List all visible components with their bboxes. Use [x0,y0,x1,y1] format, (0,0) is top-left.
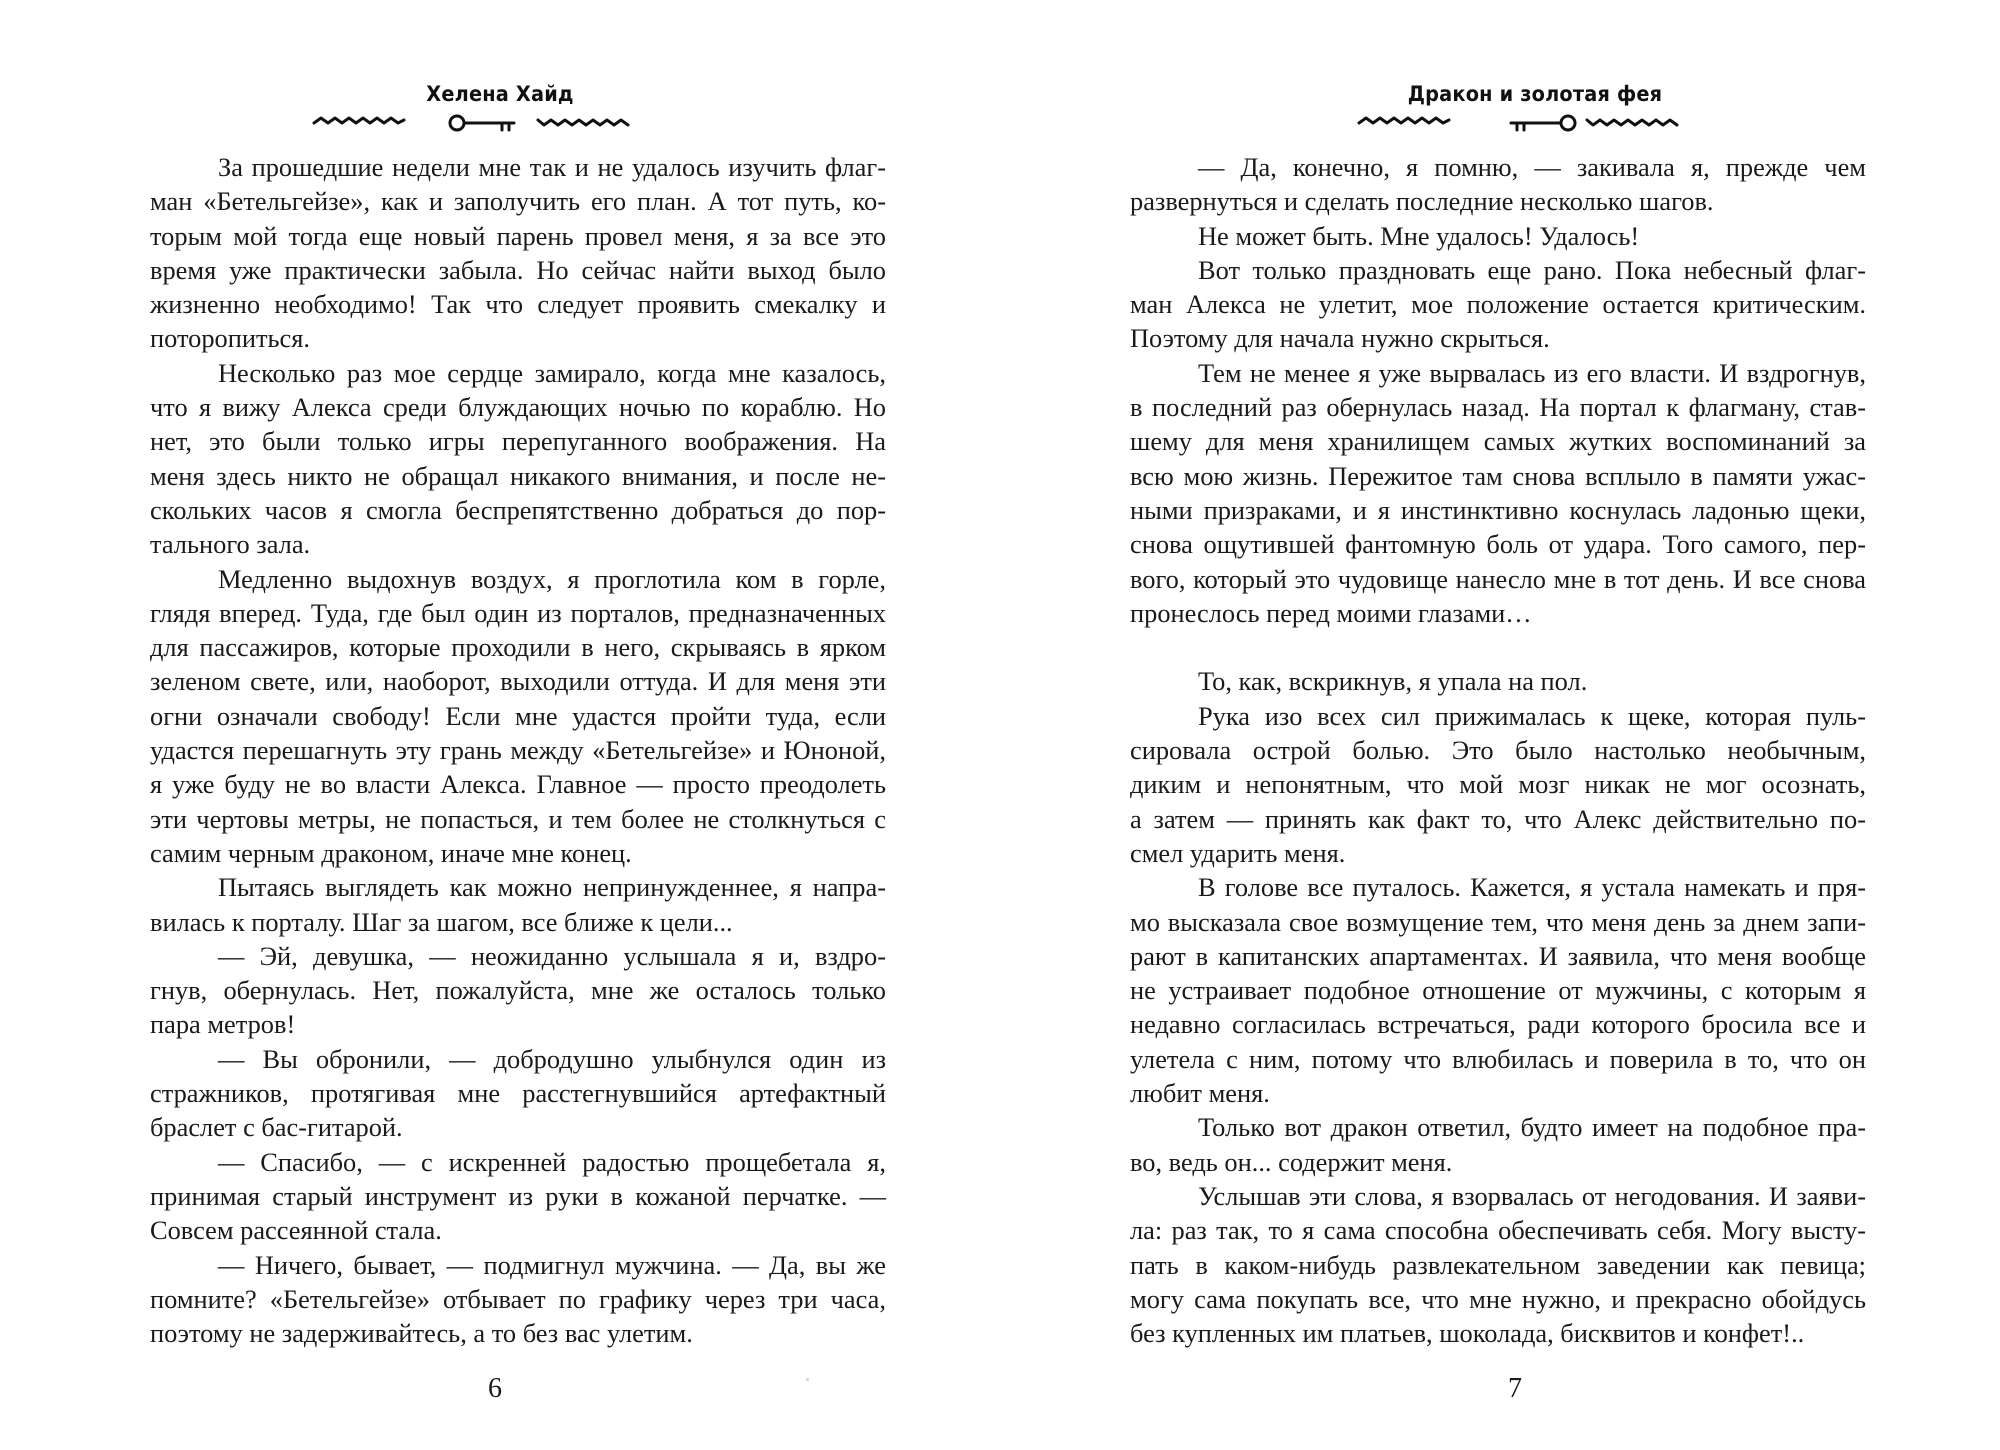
text-line: ман «Бетельгейзе», как и заполучить его план. А тот путь, ко- [150,186,886,217]
text-line: ными призраками, и я инстинктивно коснулась ладонью щеки, [1130,494,1866,525]
key-ornament-icon-mirrored [1355,112,1715,134]
text-line: пать в каком-нибудь развлекательном заведении как певица; [1130,1249,1866,1280]
text-line: вилась к порталу. Шаг за шагом, все ближе к цели... [150,906,733,937]
text-line: Медленно выдохнув воздух, я проглотила ком в горле, [218,563,886,594]
page-number: 7 [1508,1373,1522,1404]
text-line: недавно согласилась встречаться, ради которого бросила все и [1130,1009,1866,1040]
text-line: время уже практически забыла. Но сейчас найти выход было [150,254,886,285]
text-line: удастся перешагнуть эту грань между «Бетельгейзе» и Юноной, [150,735,886,766]
text-line: жизненно необходимо! Так что следует проявить смекалку и [150,289,886,320]
text-line: мо высказала свое возмущение тем, что меня день за днем запи- [1130,906,1866,937]
text-line: в последний раз обернулась назад. На портал к флагману, став- [1130,392,1866,423]
text-line: без купленных им платьев, шоколада, бисквитов и конфет!.. [1130,1318,1805,1349]
print-speck [806,1378,809,1381]
text-line: глядя вперед. Туда, где был один из порталов, предназначенных [150,597,886,628]
text-line: — Эй, девушка, — неожиданно услышала я и, вздро- [218,940,886,971]
text-line: во, ведь он... содержит меня. [1130,1146,1453,1177]
text-line: развернуться и сделать последние несколько шагов. [1130,186,1714,217]
text-line: пронеслось перед моими глазами… [1130,597,1532,628]
text-line: — Да, конечно, я помню, — закивала я, прежде чем [1198,152,1866,182]
text-line: гнув, обернулась. Нет, пожалуйста, мне же осталось только [150,975,886,1006]
text-line: Услышав эти слова, я взорвалась от негодования. И заяви- [1198,1180,1866,1211]
text-line: поторопиться. [150,323,311,354]
text-line: Рука изо всех сил прижималась к щеке, которая пуль- [1198,700,1866,731]
text-line: а затем — принять как факт то, что Алекс действительно по- [1130,803,1866,834]
text-line: меня здесь никто не обращал никакого внимания, и после не- [150,460,886,491]
text-line: ман Алекса не улетит, мое положение остается критическим. [1130,289,1866,320]
text-line: не устраивает подобное отношение от мужчины, с которым я [1130,975,1866,1006]
page-number: 6 [488,1373,502,1404]
text-line: диким и непонятным, что мой мозг никак не мог осознать, [1130,769,1866,800]
text-line: Несколько раз мое сердце замирало, когда мне казалось, [218,357,886,388]
text-line: огни означали свободу! Если мне удастся пройти туда, если [150,700,886,731]
text-line: принимая старый инструмент из руки в кожаной перчатке. — [150,1180,886,1211]
text-line: — Вы обронили, — добродушно улыбнулся один из [218,1043,886,1074]
text-line: рают в капитанских апартаментах. И заявила, что меня вообще [1130,940,1866,971]
section-break [1130,630,1866,664]
text-line: для пассажиров, которые проходили в него, скрываясь в ярком [150,632,886,663]
text-line: помните? «Бетельгейзе» отбывает по графику через три часа, [150,1283,886,1314]
running-head-author: Хелена Хайд [426,82,574,106]
text-line: смел ударить меня. [1130,837,1346,868]
text-line: Вот только праздновать еще рано. Пока небесный флаг- [1198,254,1866,285]
text-line: шему для меня хранилищем самых жутких воспоминаний за [1130,426,1866,457]
text-line: всю мою жизнь. Пережитое там снова всплыло в памяти ужас- [1130,460,1866,491]
text-line: скольких часов я смогла беспрепятственно добраться до пор- [150,494,886,525]
text-line: что я вижу Алекса среди блуждающих ночью по кораблю. Но [150,392,886,423]
right-body-text [1130,150,1866,1350]
text-line: торым мой тогда еще новый парень провел меня, я за все это [150,220,886,251]
left-body-text [150,150,886,1350]
text-line: Тем не менее я уже вырвалась из его власти. И вздрогнув, [1198,357,1866,388]
text-line: зеленом свете, или, наоборот, выходили оттуда. И для меня эти [150,666,886,697]
text-line: ла: раз так, то я сама способна обеспечивать себя. Могу высту- [1130,1215,1866,1246]
text-line: самим черным драконом, иначе мне конец. [150,837,632,868]
text-line: стражников, протягивая мне расстегнувшийся артефактный [150,1078,886,1109]
text-line: пара метров! [150,1009,296,1040]
key-ornament-icon [310,112,670,134]
running-head-title: Дракон и золотая фея [1407,82,1663,106]
text-line: сировала острой болью. Это было настолько необычным, [1130,735,1866,766]
text-line: вого, который это чудовище нанесло мне в тот день. И все снова [1130,563,1866,594]
text-line: снова ощутившей фантомную боль от удара. Того самого, пер- [1130,529,1866,560]
text-line: нет, это были только игры перепуганного воображения. На [150,426,886,457]
text-line: — Ничего, бывает, — подмигнул мужчина. — Да, вы же [218,1249,886,1280]
text-line: Поэтому для начала нужно скрыться. [1130,323,1550,354]
text-line: То, как, вскрикнув, я упала на пол. [1198,666,1588,697]
text-line: эти чертовы метры, не попасться, и тем более не столкнуться с [150,803,886,834]
text-line: улетела с ним, потому что влюбилась и поверила в то, что он [1130,1043,1866,1074]
text-line: Только вот дракон ответил, будто имеет на подобное пра- [1198,1112,1866,1143]
text-line: браслет с бас-гитарой. [150,1112,403,1143]
text-line: За прошедшие недели мне так и не удалось изучить флаг- [218,152,886,182]
text-line: любит меня. [1130,1078,1270,1109]
text-line: В голове все путалось. Кажется, я устала намекать и пря- [1198,872,1866,903]
text-line: Пытаясь выглядеть как можно непринужденнее, я напра- [218,872,886,903]
text-line: Не может быть. Мне удалось! Удалось! [1198,220,1640,251]
text-line: поэтому не задерживайтесь, а то без вас улетим. [150,1318,693,1349]
text-line: тального зала. [150,529,311,560]
text-line: — Спасибо, — с искренней радостью прощебетала я, [218,1146,886,1177]
text-line: Совсем рассеянной стала. [150,1215,442,1246]
text-line: я уже буду не во власти Алекса. Главное — просто преодолеть [150,769,886,800]
text-line: могу сама покупать все, что мне нужно, и прекрасно обойдусь [1130,1283,1866,1314]
right-page [1000,0,2000,1450]
